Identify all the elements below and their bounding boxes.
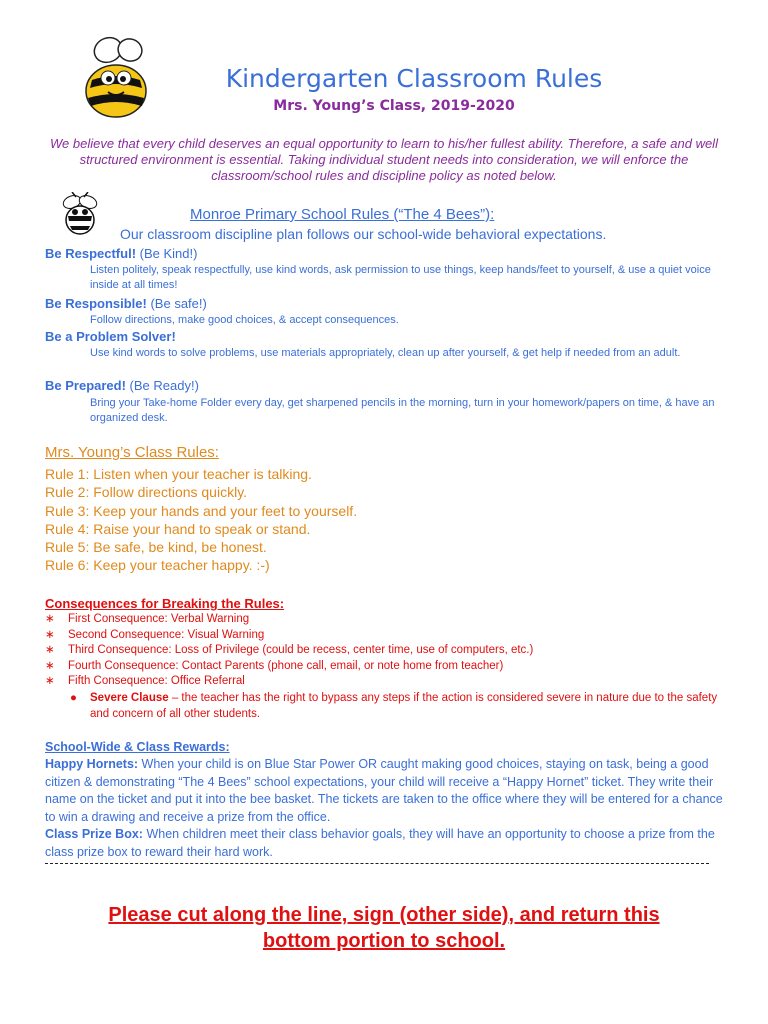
be-respectful-heading: Be Respectful! (Be Kind!) (45, 246, 198, 261)
consequence-item: ∗ Fourth Consequence: Contact Parents (phone call, email, or note home from teacher) (45, 659, 735, 675)
intro-paragraph: We believe that every child deserves an equal opportunity to learn to his/her fullest ability. Therefore, a safe and well structured environment is essential. Taking individual student needs into consideration, we will enforce the classroom/school rules and discipline policy as noted below. (50, 136, 718, 183)
class-rule: Rule 5: Be safe, be kind, be honest. (45, 539, 267, 556)
class-rule: Rule 6: Keep your teacher happy. :-) (45, 557, 270, 574)
class-rule: Rule 3: Keep your hands and your feet to yourself. (45, 502, 358, 519)
severe-clause (70, 690, 720, 722)
page-subtitle: Mrs. Young’s Class, 2019-2020 (273, 98, 515, 114)
asterisk-bullet-icon: ∗ (45, 675, 55, 687)
asterisk-bullet-icon: ∗ (45, 613, 55, 625)
school-rules-title: Monroe Primary School Rules (“The 4 Bees”): (190, 206, 495, 223)
class-rules-title: Mrs. Young’s Class Rules: (45, 444, 219, 461)
class-rule: Rule 1: Listen when your teacher is talking. (45, 466, 312, 482)
class-rule: Rule 4: Raise your hand to speak or stand. (45, 520, 311, 537)
asterisk-bullet-icon: ∗ (45, 644, 55, 656)
severe-clause-text: – the teacher has the right to bypass any steps if the action is considered severe in nature due to the safety and concern of all other students. (90, 692, 718, 720)
consequence-item: ∗ First Consequence: Verbal Warning (45, 612, 735, 628)
class-prize-box-label: Class Prize Box: (45, 827, 143, 841)
consequence-item: ∗ Third Consequence: Loss of Privilege (could be recess, center time, use of computers, etc.) (45, 643, 735, 659)
class-prize-box-text: When children meet their class behavior goals, they will have an opportunity to choose a prize from the class prize box to reward their hard work. (45, 827, 715, 859)
class-rule: Rule 2: Follow directions quickly. (45, 484, 248, 501)
dot-bullet-icon: ● (70, 692, 77, 704)
consequences-title: Consequences for Breaking the Rules: (45, 596, 285, 611)
consequence-item: ∗ Second Consequence: Visual Warning (45, 628, 735, 644)
hornet-mascot-icon (54, 192, 104, 238)
asterisk-bullet-icon: ∗ (45, 659, 55, 672)
cut-line-divider (45, 863, 709, 864)
be-prepared-text: Bring your Take-home Folder every day, get sharpened pencils in the morning, turn in your homework/papers on time, & have an organized desk. (90, 397, 715, 424)
rewards-text (45, 756, 725, 861)
severe-clause-label: Severe Clause (90, 692, 169, 704)
rewards-title: School-Wide & Class Rewards: (45, 740, 230, 754)
class-rules-list (45, 465, 357, 575)
happy-hornets-text: When your child is on Blue Star Power OR caught making good choices, staying on task, being a good citizen & demonstrating “The 4 Bees” school expectations, your child will receive a “Happy Hornet” ticket. They write their name on the ticket and put it into the bee basket. The tickets are taken to the office where they will be entered for a chance to win a drawing and receive a prize from the office. (45, 757, 723, 824)
be-responsible-heading: Be Responsible! (Be safe!) (45, 296, 207, 311)
cut-instructions: Please cut along the line, sign (other side), and return this bottom portion to school. (108, 904, 660, 952)
be-problem-solver-text: Use kind words to solve problems, use materials appropriately, clean up after yourself, & get help if needed from an adult. (90, 347, 681, 359)
happy-hornets-label: Happy Hornets: (45, 757, 139, 771)
school-rules-subtitle: Our classroom discipline plan follows our school-wide behavioral expectations. (120, 226, 607, 242)
consequence-item: ∗ Fifth Consequence: Office Referral (45, 674, 735, 690)
be-problem-solver-heading: Be a Problem Solver! (45, 329, 176, 344)
be-responsible-text: Follow directions, make good choices, & accept consequences. (90, 314, 399, 326)
consequences-list (45, 612, 735, 690)
be-prepared-heading: Be Prepared! (Be Ready!) (45, 378, 199, 393)
asterisk-bullet-icon: ∗ (45, 628, 55, 641)
page-title: Kindergarten Classroom Rules (225, 64, 603, 93)
be-respectful-text: Listen politely, speak respectfully, use kind words, ask permission to use things, keep hands/feet to yourself, & use a quiet voice inside at all times! (90, 264, 711, 291)
